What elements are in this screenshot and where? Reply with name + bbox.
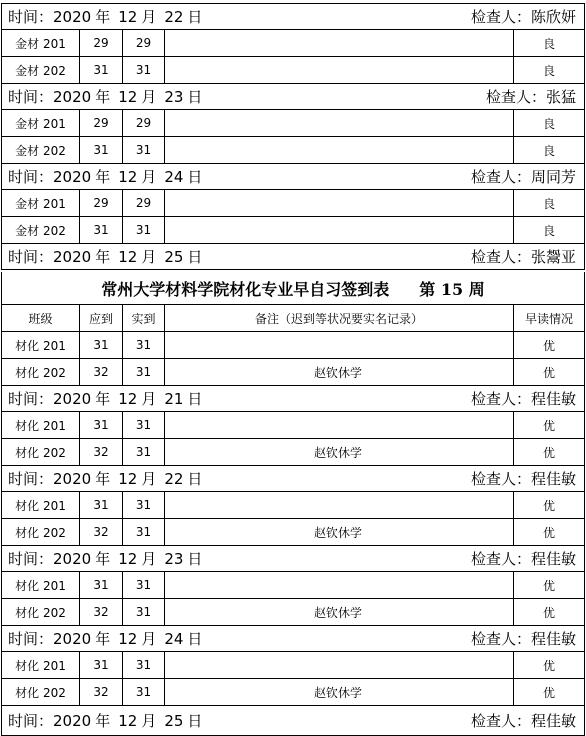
day-unit: 日 <box>187 248 203 266</box>
note-cell <box>165 332 514 358</box>
class-cell: 金材 202 <box>2 137 80 163</box>
date-group <box>8 628 202 649</box>
class-cell: 金材 202 <box>2 217 80 243</box>
note-cell <box>165 110 514 136</box>
note-cell <box>165 412 514 438</box>
year-unit: 年 <box>95 470 111 488</box>
month-unit: 月 <box>141 88 157 106</box>
year-unit: 年 <box>95 168 111 186</box>
expected-cell: 32 <box>80 519 123 545</box>
column-header: 早读情况 <box>514 305 585 331</box>
column-header-row <box>1 305 585 332</box>
table-row <box>1 332 585 359</box>
table-row <box>1 217 585 244</box>
time-label: 时间： <box>8 470 54 488</box>
day-value: 22 <box>164 470 184 488</box>
status-cell: 优 <box>514 439 585 465</box>
inspector-name: 程佳敏 <box>530 550 576 568</box>
table-row <box>1 652 585 679</box>
time-label: 时间： <box>8 248 54 266</box>
date-header-row <box>1 546 585 572</box>
day-value: 23 <box>164 550 184 568</box>
year-unit: 年 <box>95 630 111 648</box>
year-unit: 年 <box>95 550 111 568</box>
expected-cell: 32 <box>80 359 123 385</box>
table-row <box>1 110 585 137</box>
month-value: 12 <box>118 390 138 408</box>
year-value: 2020 <box>53 712 92 730</box>
expected-cell: 31 <box>80 412 123 438</box>
actual-cell: 31 <box>123 519 165 545</box>
year-unit: 年 <box>95 712 111 730</box>
status-cell: 优 <box>514 679 585 705</box>
date-group <box>8 710 202 731</box>
day-unit: 日 <box>187 88 203 106</box>
time-label: 时间： <box>8 390 54 408</box>
date-group <box>8 548 202 569</box>
day-value: 24 <box>164 168 184 186</box>
day-unit: 日 <box>187 168 203 186</box>
inspector-name: 程佳敏 <box>530 390 576 408</box>
year-unit: 年 <box>95 248 111 266</box>
class-cell: 材化 202 <box>2 519 80 545</box>
class-cell: 金材 201 <box>2 110 80 136</box>
inspector-label: 检查人： <box>470 248 531 266</box>
class-cell: 金材 201 <box>2 30 80 56</box>
actual-cell: 29 <box>123 110 165 136</box>
status-cell: 优 <box>514 412 585 438</box>
merged-note: 赵钦休学 <box>313 605 362 620</box>
status-cell: 优 <box>514 519 585 545</box>
class-cell: 材化 201 <box>2 572 80 598</box>
day-value: 21 <box>164 390 184 408</box>
inspector-group <box>471 388 576 409</box>
date-header-row <box>1 244 585 270</box>
year-value: 2020 <box>53 8 92 26</box>
class-cell: 材化 202 <box>2 359 80 385</box>
inspector-name: 程佳敏 <box>530 470 576 488</box>
class-cell: 金材 201 <box>2 190 80 216</box>
month-value: 12 <box>118 8 138 26</box>
actual-cell: 31 <box>123 599 165 625</box>
inspector-label: 检查人： <box>470 630 531 648</box>
day-unit: 日 <box>187 712 203 730</box>
column-header: 班级 <box>2 305 80 331</box>
month-unit: 月 <box>141 550 157 568</box>
year-value: 2020 <box>53 168 92 186</box>
date-header-row <box>1 164 585 190</box>
month-value: 12 <box>118 630 138 648</box>
day-value: 22 <box>164 8 184 26</box>
year-unit: 年 <box>95 8 111 26</box>
month-unit: 月 <box>141 630 157 648</box>
expected-cell: 29 <box>80 30 123 56</box>
title-text: 常州大学材料学院材化专业早自习签到表 <box>101 279 390 299</box>
year-unit: 年 <box>95 88 111 106</box>
inspector-name: 周同芳 <box>530 168 576 186</box>
year-value: 2020 <box>53 390 92 408</box>
note-cell <box>165 492 514 518</box>
inspector-label: 检查人： <box>470 550 531 568</box>
status-cell: 良 <box>514 57 585 83</box>
actual-cell: 31 <box>123 332 165 358</box>
date-header-row <box>1 626 585 652</box>
expected-cell: 32 <box>80 439 123 465</box>
inspector-label: 检查人： <box>470 470 531 488</box>
year-value: 2020 <box>53 470 92 488</box>
inspector-name: 程佳敏 <box>530 630 576 648</box>
merged-note: 赵钦休学 <box>313 445 362 460</box>
date-group <box>8 468 202 489</box>
year-value: 2020 <box>53 550 92 568</box>
note-cell <box>165 190 514 216</box>
date-header-row <box>1 84 585 110</box>
status-cell: 良 <box>514 110 585 136</box>
status-cell: 良 <box>514 30 585 56</box>
inspector-label: 检查人： <box>470 8 531 26</box>
time-label: 时间： <box>8 630 54 648</box>
class-cell: 材化 202 <box>2 439 80 465</box>
class-cell: 材化 201 <box>2 652 80 678</box>
table-row <box>1 572 585 599</box>
note-cell <box>165 572 514 598</box>
actual-cell: 31 <box>123 57 165 83</box>
expected-cell: 31 <box>80 492 123 518</box>
day-unit: 日 <box>187 470 203 488</box>
month-value: 12 <box>118 168 138 186</box>
time-label: 时间： <box>8 168 54 186</box>
day-unit: 日 <box>187 8 203 26</box>
day-value: 24 <box>164 630 184 648</box>
status-cell: 优 <box>514 359 585 385</box>
actual-cell: 31 <box>123 652 165 678</box>
column-header: 应到 <box>80 305 123 331</box>
merged-note: 赵钦休学 <box>313 685 362 700</box>
date-header-row <box>1 386 585 412</box>
status-cell: 良 <box>514 217 585 243</box>
status-cell: 优 <box>514 492 585 518</box>
inspector-name: 张猛 <box>545 88 576 106</box>
table-row <box>1 492 585 519</box>
inspector-name: 张鬶亚 <box>530 248 576 266</box>
month-unit: 月 <box>141 712 157 730</box>
year-unit: 年 <box>95 390 111 408</box>
month-unit: 月 <box>141 470 157 488</box>
inspector-group <box>486 86 576 107</box>
actual-cell: 31 <box>123 439 165 465</box>
actual-cell: 31 <box>123 679 165 705</box>
year-value: 2020 <box>53 248 92 266</box>
class-cell: 材化 201 <box>2 492 80 518</box>
inspector-label: 检查人： <box>470 168 531 186</box>
month-value: 12 <box>118 712 138 730</box>
date-group <box>8 6 202 27</box>
inspector-group <box>471 246 576 267</box>
day-value: 25 <box>164 248 184 266</box>
note-cell <box>165 652 514 678</box>
inspector-name: 程佳敏 <box>530 712 576 730</box>
day-value: 23 <box>164 88 184 106</box>
status-cell: 优 <box>514 332 585 358</box>
inspector-group <box>471 468 576 489</box>
expected-cell: 29 <box>80 110 123 136</box>
date-group <box>8 166 202 187</box>
date-group <box>8 246 202 267</box>
inspector-group <box>471 628 576 649</box>
actual-cell: 31 <box>123 137 165 163</box>
merged-note: 赵钦休学 <box>313 365 362 380</box>
status-cell: 良 <box>514 137 585 163</box>
date-group <box>8 388 202 409</box>
inspector-group <box>471 710 576 731</box>
class-cell: 材化 201 <box>2 412 80 438</box>
time-label: 时间： <box>8 88 54 106</box>
date-header-row <box>1 466 585 492</box>
time-label: 时间： <box>8 8 54 26</box>
day-value: 25 <box>164 712 184 730</box>
inspector-group <box>471 166 576 187</box>
inspector-group <box>471 548 576 569</box>
inspector-group <box>471 6 576 27</box>
expected-cell: 31 <box>80 57 123 83</box>
column-header: 实到 <box>123 305 165 331</box>
table-row <box>1 412 585 439</box>
column-header: 备注（迟到等状况要实名记录） <box>165 305 514 331</box>
note-cell <box>165 217 514 243</box>
table-row <box>1 57 585 84</box>
date-header-row <box>1 706 585 736</box>
inspector-label: 检查人： <box>470 712 531 730</box>
actual-cell: 31 <box>123 492 165 518</box>
month-value: 12 <box>118 248 138 266</box>
table-row <box>1 137 585 164</box>
class-cell: 金材 202 <box>2 57 80 83</box>
month-value: 12 <box>118 88 138 106</box>
table-row <box>1 30 585 57</box>
note-cell <box>165 57 514 83</box>
month-unit: 月 <box>141 390 157 408</box>
inspector-label: 检查人： <box>485 88 546 106</box>
status-cell: 优 <box>514 652 585 678</box>
time-label: 时间： <box>8 712 54 730</box>
date-group <box>8 86 202 107</box>
actual-cell: 31 <box>123 359 165 385</box>
sheet-title <box>1 272 585 305</box>
expected-cell: 31 <box>80 332 123 358</box>
year-value: 2020 <box>53 88 92 106</box>
class-cell: 材化 201 <box>2 332 80 358</box>
actual-cell: 31 <box>123 412 165 438</box>
expected-cell: 32 <box>80 679 123 705</box>
actual-cell: 29 <box>123 190 165 216</box>
actual-cell: 29 <box>123 30 165 56</box>
note-cell <box>165 137 514 163</box>
expected-cell: 31 <box>80 572 123 598</box>
day-unit: 日 <box>187 390 203 408</box>
month-unit: 月 <box>141 8 157 26</box>
inspector-label: 检查人： <box>470 390 531 408</box>
expected-cell: 31 <box>80 217 123 243</box>
year-value: 2020 <box>53 630 92 648</box>
status-cell: 优 <box>514 599 585 625</box>
month-unit: 月 <box>141 168 157 186</box>
actual-cell: 31 <box>123 572 165 598</box>
week-number: 第 15 周 <box>419 279 485 299</box>
expected-cell: 31 <box>80 137 123 163</box>
expected-cell: 29 <box>80 190 123 216</box>
merged-note: 赵钦休学 <box>313 525 362 540</box>
expected-cell: 32 <box>80 599 123 625</box>
status-cell: 良 <box>514 190 585 216</box>
inspector-name: 陈欣妍 <box>530 8 576 26</box>
actual-cell: 31 <box>123 217 165 243</box>
class-cell: 材化 202 <box>2 679 80 705</box>
table-row <box>1 190 585 217</box>
date-header-row <box>1 4 585 30</box>
day-unit: 日 <box>187 630 203 648</box>
expected-cell: 31 <box>80 652 123 678</box>
class-cell: 材化 202 <box>2 599 80 625</box>
day-unit: 日 <box>187 550 203 568</box>
time-label: 时间： <box>8 550 54 568</box>
month-value: 12 <box>118 470 138 488</box>
status-cell: 优 <box>514 572 585 598</box>
note-cell <box>165 30 514 56</box>
month-unit: 月 <box>141 248 157 266</box>
month-value: 12 <box>118 550 138 568</box>
